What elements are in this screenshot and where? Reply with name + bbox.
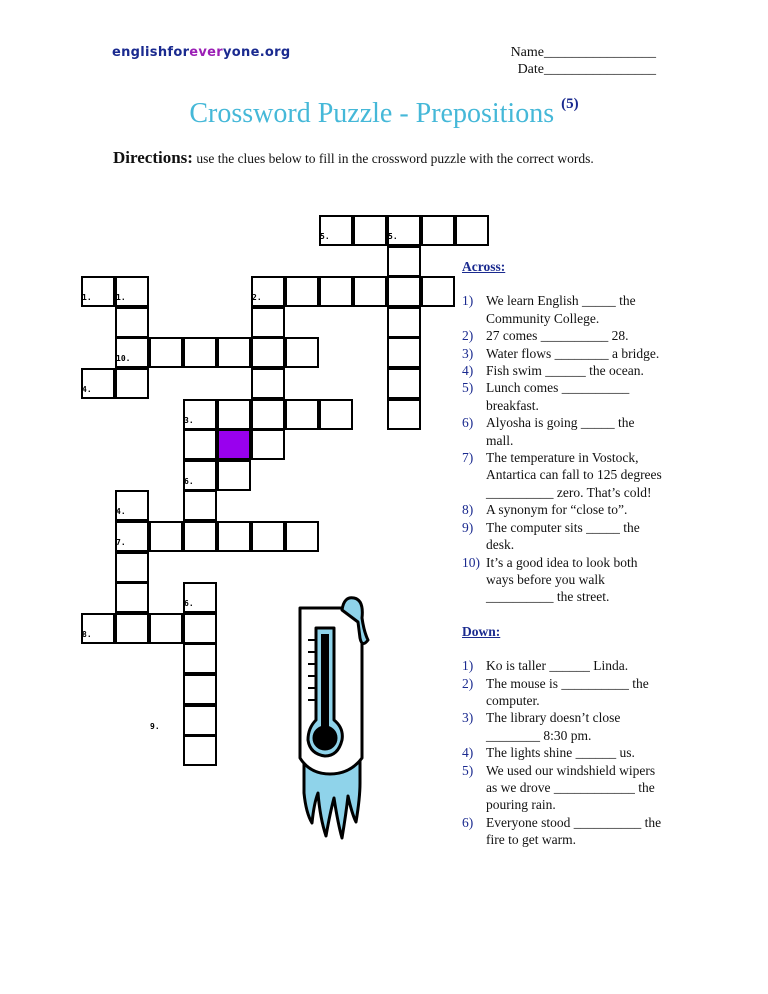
crossword-cell[interactable] bbox=[251, 429, 285, 460]
down-clue: 3) The library doesn’t close ________ 8:30 pm. bbox=[462, 710, 621, 743]
crossword-cell[interactable] bbox=[115, 307, 149, 338]
down-clue: 2) The mouse is __________ the computer. bbox=[462, 675, 649, 708]
crossword-cell[interactable] bbox=[319, 215, 353, 246]
crossword-cell[interactable] bbox=[353, 215, 387, 246]
crossword-cell[interactable] bbox=[319, 276, 353, 307]
clue-number-label: 5. bbox=[320, 232, 330, 241]
crossword-cell[interactable] bbox=[149, 337, 183, 368]
crossword-cell[interactable] bbox=[285, 337, 319, 368]
clue-number-label: 5. bbox=[388, 232, 398, 241]
crossword-cell[interactable] bbox=[251, 337, 285, 368]
crossword-cell[interactable] bbox=[251, 307, 285, 338]
crossword-cell[interactable] bbox=[149, 613, 183, 644]
crossword-cell[interactable] bbox=[183, 582, 217, 613]
crossword-cell[interactable] bbox=[183, 460, 217, 491]
crossword-cell[interactable] bbox=[183, 735, 217, 766]
directions-label: Directions: bbox=[113, 148, 193, 167]
clue-number-label: 8. bbox=[82, 629, 92, 639]
crossword-cell[interactable] bbox=[183, 674, 217, 705]
crossword-cell[interactable] bbox=[387, 276, 421, 307]
crossword-cell[interactable] bbox=[387, 337, 421, 368]
crossword-cell[interactable] bbox=[115, 276, 149, 307]
crossword-cell[interactable] bbox=[115, 613, 149, 644]
across-clue: 6) Alyosha is going _____ the mall. bbox=[462, 415, 635, 448]
crossword-cell[interactable] bbox=[455, 215, 489, 246]
crossword-cell[interactable] bbox=[183, 399, 217, 430]
crossword-cell[interactable] bbox=[115, 490, 149, 521]
crossword-cell[interactable] bbox=[115, 337, 149, 368]
crossword-cell[interactable] bbox=[421, 215, 455, 246]
crossword-cell[interactable] bbox=[183, 429, 217, 460]
brand-part-3: yone.org bbox=[223, 45, 291, 60]
across-clue: 5) Lunch comes __________ breakfast. bbox=[462, 380, 630, 413]
across-clue: 2) 27 comes __________ 28. bbox=[462, 328, 629, 344]
crossword-cell[interactable] bbox=[81, 613, 115, 644]
thermometer-icon bbox=[290, 588, 380, 848]
down-clue: 5) We used our windshield wipers as we drove ____________ the pouring rain. bbox=[462, 762, 656, 813]
down-clue: 4) The lights shine ______ us. bbox=[462, 745, 635, 761]
crossword-cell[interactable] bbox=[251, 276, 285, 307]
crossword-cell[interactable] bbox=[115, 368, 149, 399]
crossword-cell[interactable] bbox=[115, 552, 149, 583]
clue-number-label: 1. bbox=[82, 293, 92, 303]
down-clue: 1) Ko is taller ______ Linda. bbox=[462, 658, 629, 674]
crossword-cell[interactable] bbox=[115, 521, 149, 552]
across-clue: 1) We learn English _____ the Community College. bbox=[462, 293, 636, 326]
name-field-label: Name________________ bbox=[510, 45, 656, 60]
across-clue: 4) Fish swim ______ the ocean. bbox=[462, 363, 644, 379]
crossword-cell[interactable] bbox=[285, 399, 319, 430]
crossword-cell[interactable] bbox=[387, 246, 421, 277]
down-heading: Down: bbox=[462, 623, 501, 639]
crossword-cell[interactable] bbox=[217, 337, 251, 368]
crossword-cell[interactable] bbox=[217, 399, 251, 430]
clue-number-label: 4. bbox=[82, 385, 92, 394]
across-clues bbox=[462, 292, 662, 605]
crossword-cell[interactable] bbox=[183, 490, 217, 521]
crossword-cell[interactable] bbox=[285, 276, 319, 307]
clue-number-label: 2. bbox=[252, 293, 262, 303]
crossword-cell[interactable] bbox=[387, 215, 421, 246]
crossword-cell[interactable] bbox=[183, 613, 217, 644]
clue-number-label: 9. bbox=[150, 721, 160, 731]
across-clue: 10) It’s a good idea to look both ways before you walk __________ the street. bbox=[462, 554, 638, 605]
clue-number-label: 3. bbox=[184, 415, 194, 425]
crossword-cell[interactable] bbox=[319, 399, 353, 430]
crossword-cell[interactable] bbox=[251, 399, 285, 430]
crossword-cell[interactable] bbox=[81, 368, 115, 399]
brand-part-1: englishfor bbox=[112, 45, 190, 60]
across-clue: 3) Water flows ________ a bridge. bbox=[462, 345, 660, 361]
crossword-cell[interactable] bbox=[251, 368, 285, 399]
crossword-cell[interactable] bbox=[115, 582, 149, 613]
down-clues bbox=[462, 657, 662, 848]
title-text: Crossword Puzzle - Prepositions bbox=[189, 98, 555, 129]
clue-number-label: 1. bbox=[116, 293, 126, 303]
crossword-cell[interactable] bbox=[217, 521, 251, 552]
shaded-cell[interactable] bbox=[217, 429, 251, 460]
crossword-cell[interactable] bbox=[183, 643, 217, 674]
down-clue: 6) Everyone stood __________ the fire to get warm. bbox=[462, 814, 662, 848]
crossword-cell[interactable] bbox=[421, 276, 455, 307]
crossword-cell[interactable] bbox=[183, 705, 217, 736]
clue-number-label: 10. bbox=[116, 354, 131, 364]
clue-number-label: 6. bbox=[184, 599, 194, 609]
crossword-cell[interactable] bbox=[285, 521, 319, 552]
clues-panel bbox=[462, 258, 662, 849]
crossword-cell[interactable] bbox=[149, 521, 183, 552]
crossword-cell[interactable] bbox=[387, 368, 421, 399]
crossword-cell[interactable] bbox=[183, 521, 217, 552]
crossword-cell[interactable] bbox=[183, 337, 217, 368]
crossword-cell[interactable] bbox=[81, 276, 115, 307]
puzzle-number: (5) bbox=[561, 96, 579, 112]
crossword-cell[interactable] bbox=[251, 521, 285, 552]
clue-number-label: 7. bbox=[116, 538, 126, 547]
clue-number-label: 4. bbox=[116, 507, 126, 517]
across-clue: 9) The computer sits _____ the desk. bbox=[462, 519, 640, 553]
date-field-label: Date________________ bbox=[517, 62, 656, 77]
crossword-cell[interactable] bbox=[387, 307, 421, 338]
brand-part-2: ever bbox=[189, 45, 224, 60]
crossword-cell[interactable] bbox=[387, 399, 421, 430]
crossword-cell[interactable] bbox=[217, 460, 251, 491]
clue-number-label: 6. bbox=[184, 476, 194, 486]
across-clue: 7) The temperature in Vostock, Antartica can fall to 125 degrees __________ zero. That’s cold! bbox=[462, 450, 662, 500]
directions-text: use the clues below to fill in the crossword puzzle with the correct words. bbox=[192, 151, 594, 166]
crossword-cell[interactable] bbox=[353, 276, 387, 307]
across-clue: 8) A synonym for “close to”. bbox=[462, 502, 628, 518]
across-heading: Across: bbox=[462, 259, 506, 274]
